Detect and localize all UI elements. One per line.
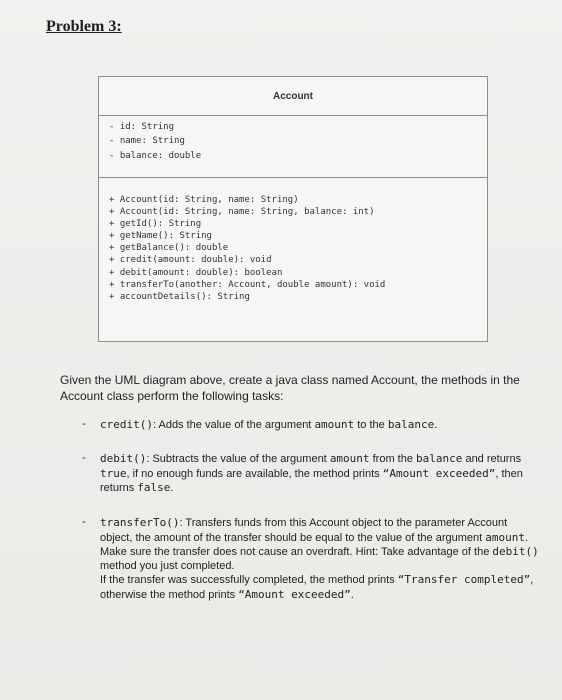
code-transfer-completed: “Transfer completed” bbox=[397, 573, 531, 586]
task-text: : Adds the value of the argument bbox=[152, 419, 315, 431]
method-name-transfer: transferTo() bbox=[100, 516, 180, 529]
code-amount-exceeded: “Amount exceeded” bbox=[382, 466, 496, 480]
code-amount: amount bbox=[485, 530, 526, 544]
uml-class-name: Account bbox=[273, 90, 313, 102]
task-text: : Transfers funds from this Account object to the parameter Account object, the amount of the transfer should be equal to the value of the argument bbox=[100, 517, 508, 544]
task-text: , then returns bbox=[100, 467, 523, 494]
task-text: . bbox=[350, 588, 354, 601]
task-text: , otherwise the method prints bbox=[100, 574, 534, 601]
task-text: If the transfer was successfully completed, the method prints bbox=[100, 574, 398, 586]
method-name-debit: debit() bbox=[100, 452, 147, 465]
uml-methods-section bbox=[99, 178, 487, 303]
code-true: true bbox=[100, 466, 127, 480]
task-text: to the bbox=[354, 419, 388, 431]
task-text: , if no enough funds are available, the method prints bbox=[126, 467, 383, 480]
problem-title: Problem 3: bbox=[46, 18, 122, 35]
uml-method: + accountDetails(): String bbox=[109, 291, 250, 302]
uml-attributes-section bbox=[99, 116, 487, 178]
list-bullet: - bbox=[82, 418, 86, 430]
task-text: . bbox=[434, 419, 438, 431]
uml-method: + getName(): String bbox=[109, 231, 212, 242]
uml-method: + Account(id: String, name: String, balance: int) bbox=[109, 207, 375, 218]
code-debit-ref: debit() bbox=[492, 545, 539, 558]
list-bullet: - bbox=[82, 452, 86, 464]
uml-attribute: - balance: double bbox=[109, 150, 202, 161]
uml-method: + getId(): String bbox=[109, 219, 202, 230]
code-amount: amount bbox=[314, 418, 355, 431]
code-amount: amount bbox=[329, 452, 370, 465]
code-balance: balance bbox=[416, 452, 463, 465]
uml-method: + getBalance(): double bbox=[109, 243, 229, 254]
task-text: . bbox=[170, 482, 174, 494]
uml-method: + credit(amount: double): void bbox=[109, 255, 272, 266]
task-transfer bbox=[82, 516, 540, 602]
task-text: Make sure the transfer does not cause an overdraft. Hint: Take advantage of the bbox=[100, 546, 493, 558]
code-false: false bbox=[137, 481, 171, 494]
uml-method: + transferTo(another: Account, double amount): void bbox=[109, 279, 386, 290]
instructions-paragraph: Given the UML diagram above, create a java class named Account, the methods in the Account class perform the following tasks: bbox=[60, 373, 520, 403]
uml-class-header bbox=[99, 77, 487, 116]
uml-attribute: - id: String bbox=[109, 122, 175, 132]
task-text: method you just completed. bbox=[100, 559, 235, 572]
task-text: : Subtracts the value of the argument bbox=[146, 453, 330, 465]
code-balance: balance bbox=[387, 418, 435, 431]
task-credit bbox=[82, 418, 540, 433]
uml-attribute: - name: String bbox=[109, 136, 185, 147]
uml-class-diagram bbox=[98, 76, 488, 342]
code-amount-exceeded: “Amount exceeded” bbox=[238, 587, 351, 601]
uml-method: + Account(id: String, name: String) bbox=[109, 195, 299, 205]
task-debit bbox=[82, 452, 540, 496]
task-text: . bbox=[525, 531, 529, 544]
task-text: and returns bbox=[462, 453, 522, 465]
uml-method: + debit(amount: double): boolean bbox=[109, 267, 283, 278]
method-name-credit: credit() bbox=[100, 418, 153, 431]
list-bullet: - bbox=[82, 516, 86, 528]
task-text: from the bbox=[369, 453, 417, 465]
